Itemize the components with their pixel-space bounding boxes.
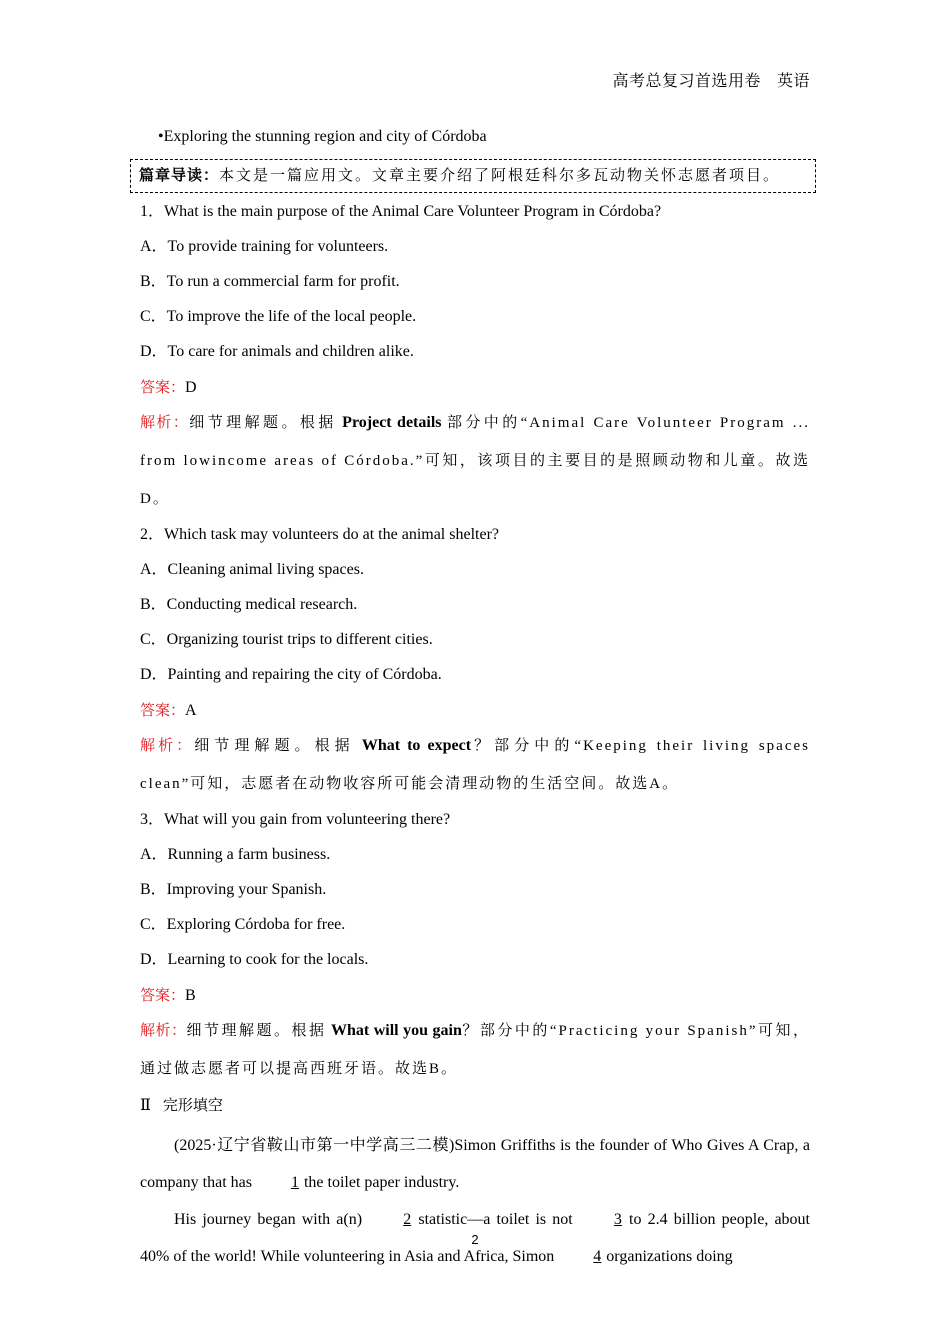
analysis-paragraph: [140, 404, 810, 518]
option-c: C．Exploring Córdoba for free.: [140, 916, 346, 933]
option-d: D．To care for animals and children alike.: [140, 343, 414, 360]
header-book-title: 高考总复习首选用卷: [612, 73, 761, 90]
cloze-text: (2025·辽宁省鞍山市第一中学高三二模)Simon Griffiths is the founder of Who Gives A Crap, a company that has: [140, 1137, 810, 1191]
option-d: D．Painting and repairing the city of Córdoba.: [140, 666, 442, 683]
option-d: D．Learning to cook for the locals.: [140, 951, 369, 968]
option-b: B．Conducting medical research.: [140, 596, 358, 613]
section-numeral: Ⅱ: [140, 1097, 151, 1114]
header-subject: 英语: [776, 73, 810, 90]
cloze-text: the toilet paper industry.: [299, 1174, 460, 1191]
analysis-paragraph: [140, 727, 810, 803]
option-a: A．Cleaning animal living spaces.: [140, 561, 364, 578]
analysis-label: 解析：: [140, 1021, 187, 1039]
cloze-text: organizations doing: [602, 1248, 733, 1265]
analysis-pre: 细节理解题。根据: [186, 1023, 327, 1039]
option-b: B．Improving your Spanish.: [140, 881, 327, 898]
option-b: B．To run a commercial farm for profit.: [140, 273, 400, 290]
question-1: [140, 199, 810, 518]
cloze-text: to 2.4 billion people, about 40% of the world! While volunteering in Asia and Africa, Simon: [140, 1211, 811, 1265]
section-title: 完形填空: [162, 1096, 223, 1114]
cloze-paragraph-1: [140, 1127, 810, 1201]
analysis-paragraph: [140, 1012, 810, 1088]
bullet-item: •Exploring the stunning region and city of Córdoba: [158, 128, 487, 145]
analysis-label: 解析：: [140, 413, 190, 431]
page-header: [612, 68, 810, 91]
answer-value: A: [185, 702, 197, 719]
analysis-post: ？部分中的“Keeping their living spaces clean”可知，志愿者在动物收容所可能会清理动物的生活空间。故选A。: [140, 738, 810, 792]
question-2: [140, 522, 810, 803]
answer-label: 答案：: [140, 378, 186, 396]
option-a: A．To provide training for volunteers.: [140, 238, 389, 255]
option-a: A．Running a farm business.: [140, 846, 331, 863]
page-number: 2: [471, 1232, 479, 1247]
cloze-text: statistic—a toilet is not: [412, 1211, 579, 1228]
main-content: [140, 124, 810, 1275]
answer-label: 答案：: [140, 986, 186, 1004]
passage-guide-box: [130, 159, 816, 193]
question-3: [140, 807, 810, 1088]
analysis-bold: What to expect: [361, 737, 472, 754]
cloze-blank-1: 1: [290, 1174, 299, 1191]
option-c: C．To improve the life of the local people.: [140, 308, 417, 325]
guide-label: 篇章导读：: [139, 166, 220, 184]
analysis-label: 解析：: [140, 736, 195, 754]
guide-text: 本文是一篇应用文。文章主要介绍了阿根廷科尔多瓦动物关怀志愿者项目。: [219, 168, 781, 184]
question-stem: 2．Which task may volunteers do at the animal shelter?: [140, 526, 500, 543]
analysis-pre: 细节理解题。根据: [189, 415, 337, 431]
analysis-post: 部分中的“Animal Care Volunteer Program ... from lowincome areas of Córdoba.”可知，该项目的主要目的是照顾动物和儿童。故选D。: [140, 415, 811, 507]
question-stem: 3．What will you gain from volunteering there?: [140, 811, 451, 828]
answer-value: D: [185, 379, 197, 396]
analysis-pre: 细节理解题。根据: [194, 738, 355, 754]
question-stem: 1．What is the main purpose of the Animal Care Volunteer Program in Córdoba?: [140, 203, 662, 220]
analysis-bold: Project details: [342, 414, 442, 431]
cloze-text: His journey began with a(n): [174, 1211, 369, 1228]
answer-value: B: [185, 987, 196, 1004]
analysis-bold: What will you gain: [331, 1022, 462, 1039]
analysis-post: ？部分中的“Practicing your Spanish”可知，通过做志愿者可以提高西班牙语。故选B。: [140, 1023, 810, 1077]
cloze-blank-3: 3: [613, 1211, 622, 1228]
cloze-blank-4: 4: [593, 1248, 602, 1265]
option-c: C．Organizing tourist trips to different cities.: [140, 631, 433, 648]
section-heading: [140, 1092, 810, 1127]
cloze-blank-2: 2: [403, 1211, 412, 1228]
answer-label: 答案：: [140, 701, 186, 719]
